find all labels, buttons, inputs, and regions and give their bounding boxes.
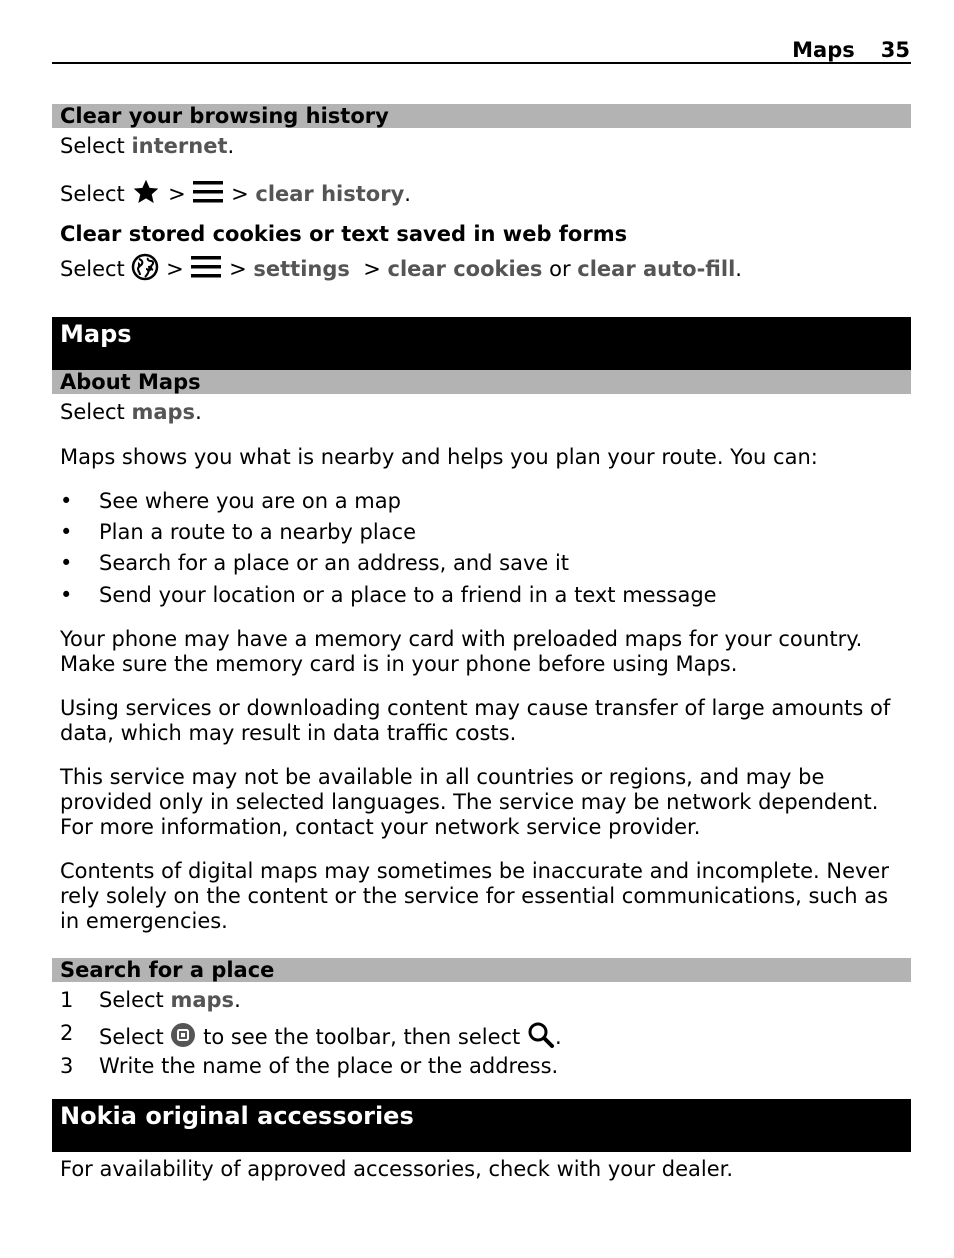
subheading-text: Search for a place xyxy=(60,958,275,982)
header-section: Maps xyxy=(792,38,855,62)
paragraph-data-costs: Using services or downloading content may cause transfer of large amounts of data, which may result in data traffic costs. xyxy=(60,696,891,745)
page-header xyxy=(792,38,910,63)
accessories-text: For availability of approved accessories, check with your dealer. xyxy=(60,1157,734,1181)
clear-cookies-line: Select > > settings > clear cookies or clear auto-fill. xyxy=(60,253,742,287)
step-2: Select to see the toolbar, then select . xyxy=(99,1021,562,1055)
section-heading-maps xyxy=(52,317,911,370)
bullet-marker: • xyxy=(60,489,73,513)
step-1: Select maps. xyxy=(99,988,241,1012)
list-item: See where you are on a map xyxy=(99,489,401,513)
clear-history-line1: Select internet. xyxy=(60,134,235,158)
bullet-marker: • xyxy=(60,583,73,607)
paragraph-availability: This service may not be available in all countries or regions, and may be provided only in selected languages. The service may be network dependent. For more information, contact your network service provider. xyxy=(60,765,879,839)
step-number: 2 xyxy=(60,1021,74,1045)
subheading-clear-history xyxy=(52,104,911,128)
subheading-about-maps xyxy=(52,370,911,394)
subheading-text: Clear your browsing history xyxy=(60,104,389,128)
bullet-marker: • xyxy=(60,551,73,575)
page-number: 35 xyxy=(880,38,910,62)
paragraph-memory-card: Your phone may have a memory card with preloaded maps for your country. Make sure the memory card is in your phone before using Maps. xyxy=(60,627,863,676)
bullet-marker: • xyxy=(60,520,73,544)
keyword-clear-cookies: clear cookies xyxy=(387,257,543,281)
step-number: 3 xyxy=(60,1054,74,1078)
about-maps-intro: Maps shows you what is nearby and helps you plan your route. You can: xyxy=(60,445,818,469)
paragraph-accuracy: Contents of digital maps may sometimes be inaccurate and incomplete. Never rely solely on the content or the service for essential communications, such as in emergencies. xyxy=(60,859,889,933)
list-item: Search for a place or an address, and save it xyxy=(99,551,570,575)
keyword-internet: internet xyxy=(131,134,228,158)
header-rule xyxy=(52,62,911,64)
menu-icon xyxy=(190,254,222,286)
subheading-text: About Maps xyxy=(60,370,201,394)
subheading-search-place xyxy=(52,958,911,982)
section-heading-text: Nokia original accessories xyxy=(60,1102,414,1130)
clear-history-line2: Select > > clear history. xyxy=(60,178,411,212)
step-number: 1 xyxy=(60,988,74,1012)
keyword-settings: settings xyxy=(253,257,350,281)
section-heading-accessories xyxy=(52,1099,911,1152)
clear-cookies-heading: Clear stored cookies or text saved in web forms xyxy=(60,222,628,246)
search-icon xyxy=(527,1021,555,1055)
list-item: Plan a route to a nearby place xyxy=(99,520,417,544)
star-icon xyxy=(131,178,161,212)
list-item: Send your location or a place to a friend in a text message xyxy=(99,583,717,607)
keyword-maps: maps xyxy=(131,400,196,424)
globe-icon xyxy=(131,253,159,287)
toolbar-icon xyxy=(170,1022,196,1054)
menu-icon xyxy=(192,179,224,211)
step-3: Write the name of the place or the address. xyxy=(99,1054,559,1078)
section-heading-text: Maps xyxy=(60,320,132,348)
keyword-clear-auto-fill: clear auto-fill xyxy=(577,257,736,281)
keyword-maps: maps xyxy=(170,988,235,1012)
keyword-clear-history: clear history xyxy=(255,182,405,206)
about-maps-select: Select maps. xyxy=(60,400,202,424)
